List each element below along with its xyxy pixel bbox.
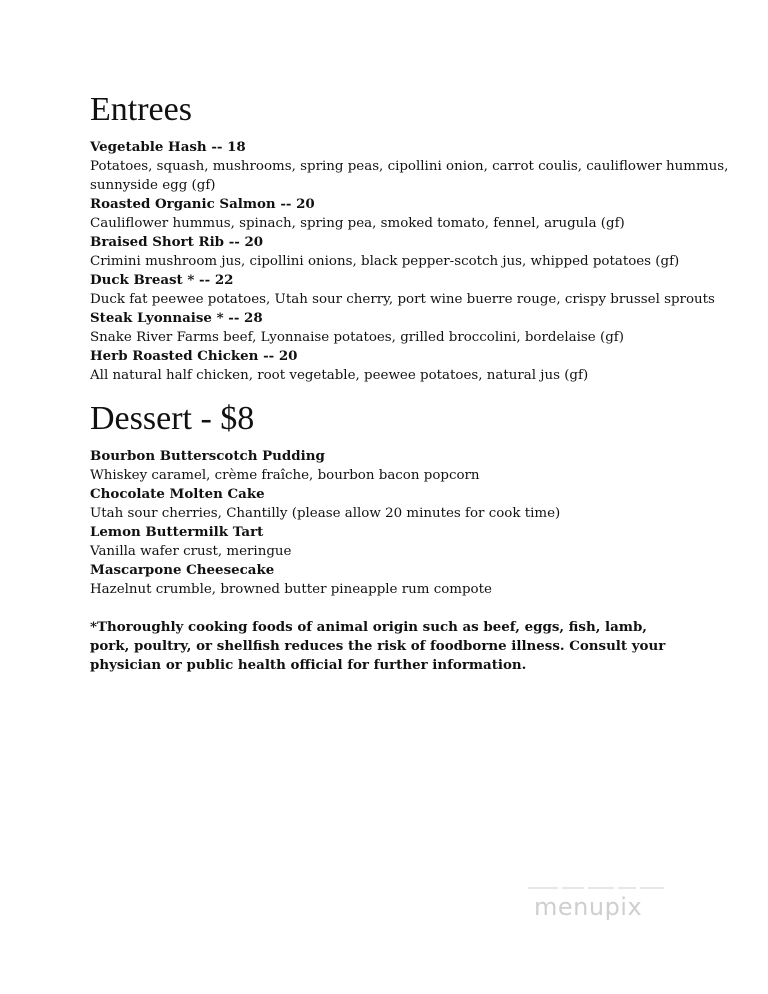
item-description: Potatoes, squash, mushrooms, spring peas, cipollini onion, carrot coulis, cauliflower hummus, sunnyside egg (gf) — [90, 159, 729, 193]
menu-item — [90, 233, 730, 271]
item-name: Vegetable Hash -- 18 — [90, 139, 246, 155]
menu-item — [90, 447, 730, 485]
item-name: Braised Short Rib -- 20 — [90, 234, 264, 250]
item-description: Hazelnut crumble, browned butter pineapple rum compote — [90, 582, 492, 597]
item-description: Crimini mushroom jus, cipollini onions, black pepper-scotch jus, whipped potatoes (gf) — [90, 254, 680, 269]
menu-page — [90, 88, 730, 688]
item-name: Lemon Buttermilk Tart — [90, 524, 264, 540]
menu-item — [90, 485, 730, 523]
menu-item — [90, 309, 730, 347]
entrees-title: Entrees — [90, 91, 192, 128]
item-description: Snake River Farms beef, Lyonnaise potatoes, grilled broccolini, bordelaise (gf) — [90, 330, 624, 345]
item-description: All natural half chicken, root vegetable, peewee potatoes, natural jus (gf) — [90, 368, 589, 383]
item-name: Duck Breast * -- 22 — [90, 272, 234, 288]
item-description: Duck fat peewee potatoes, Utah sour cherry, port wine buerre rouge, crispy brussel sprouts — [90, 292, 715, 307]
item-description: Vanilla wafer crust, meringue — [90, 544, 292, 559]
item-name: Mascarpone Cheesecake — [90, 562, 275, 578]
item-name: Bourbon Butterscotch Pudding — [90, 448, 325, 464]
menu-item — [90, 138, 730, 195]
menu-item — [90, 271, 730, 309]
item-description: Whiskey caramel, crème fraîche, bourbon bacon popcorn — [90, 468, 480, 483]
watermark-decoration — [528, 877, 678, 889]
item-name: Roasted Organic Salmon -- 20 — [90, 196, 315, 212]
menu-item — [90, 523, 730, 561]
menu-item — [90, 195, 730, 233]
dessert-title: Dessert - $8 — [90, 400, 255, 437]
item-description: Cauliflower hummus, spinach, spring pea, smoked tomato, fennel, arugula (gf) — [90, 216, 625, 231]
item-name: Chocolate Molten Cake — [90, 486, 265, 502]
item-description: Utah sour cherries, Chantilly (please allow 20 minutes for cook time) — [90, 506, 561, 521]
food-safety-disclaimer: *Thoroughly cooking foods of animal origin such as beef, eggs, fish, lamb, pork, poultry, or shellfish reduces the risk of foodborne illness. Consult your physician or public health official for further information. — [90, 619, 666, 673]
entrees-section — [90, 88, 730, 385]
item-name: Herb Roasted Chicken -- 20 — [90, 348, 298, 364]
menu-item — [90, 347, 730, 385]
menupix-watermark: menupix — [534, 893, 643, 921]
item-name: Steak Lyonnaise * -- 28 — [90, 310, 263, 326]
dessert-section — [90, 397, 730, 599]
menu-item — [90, 561, 730, 599]
